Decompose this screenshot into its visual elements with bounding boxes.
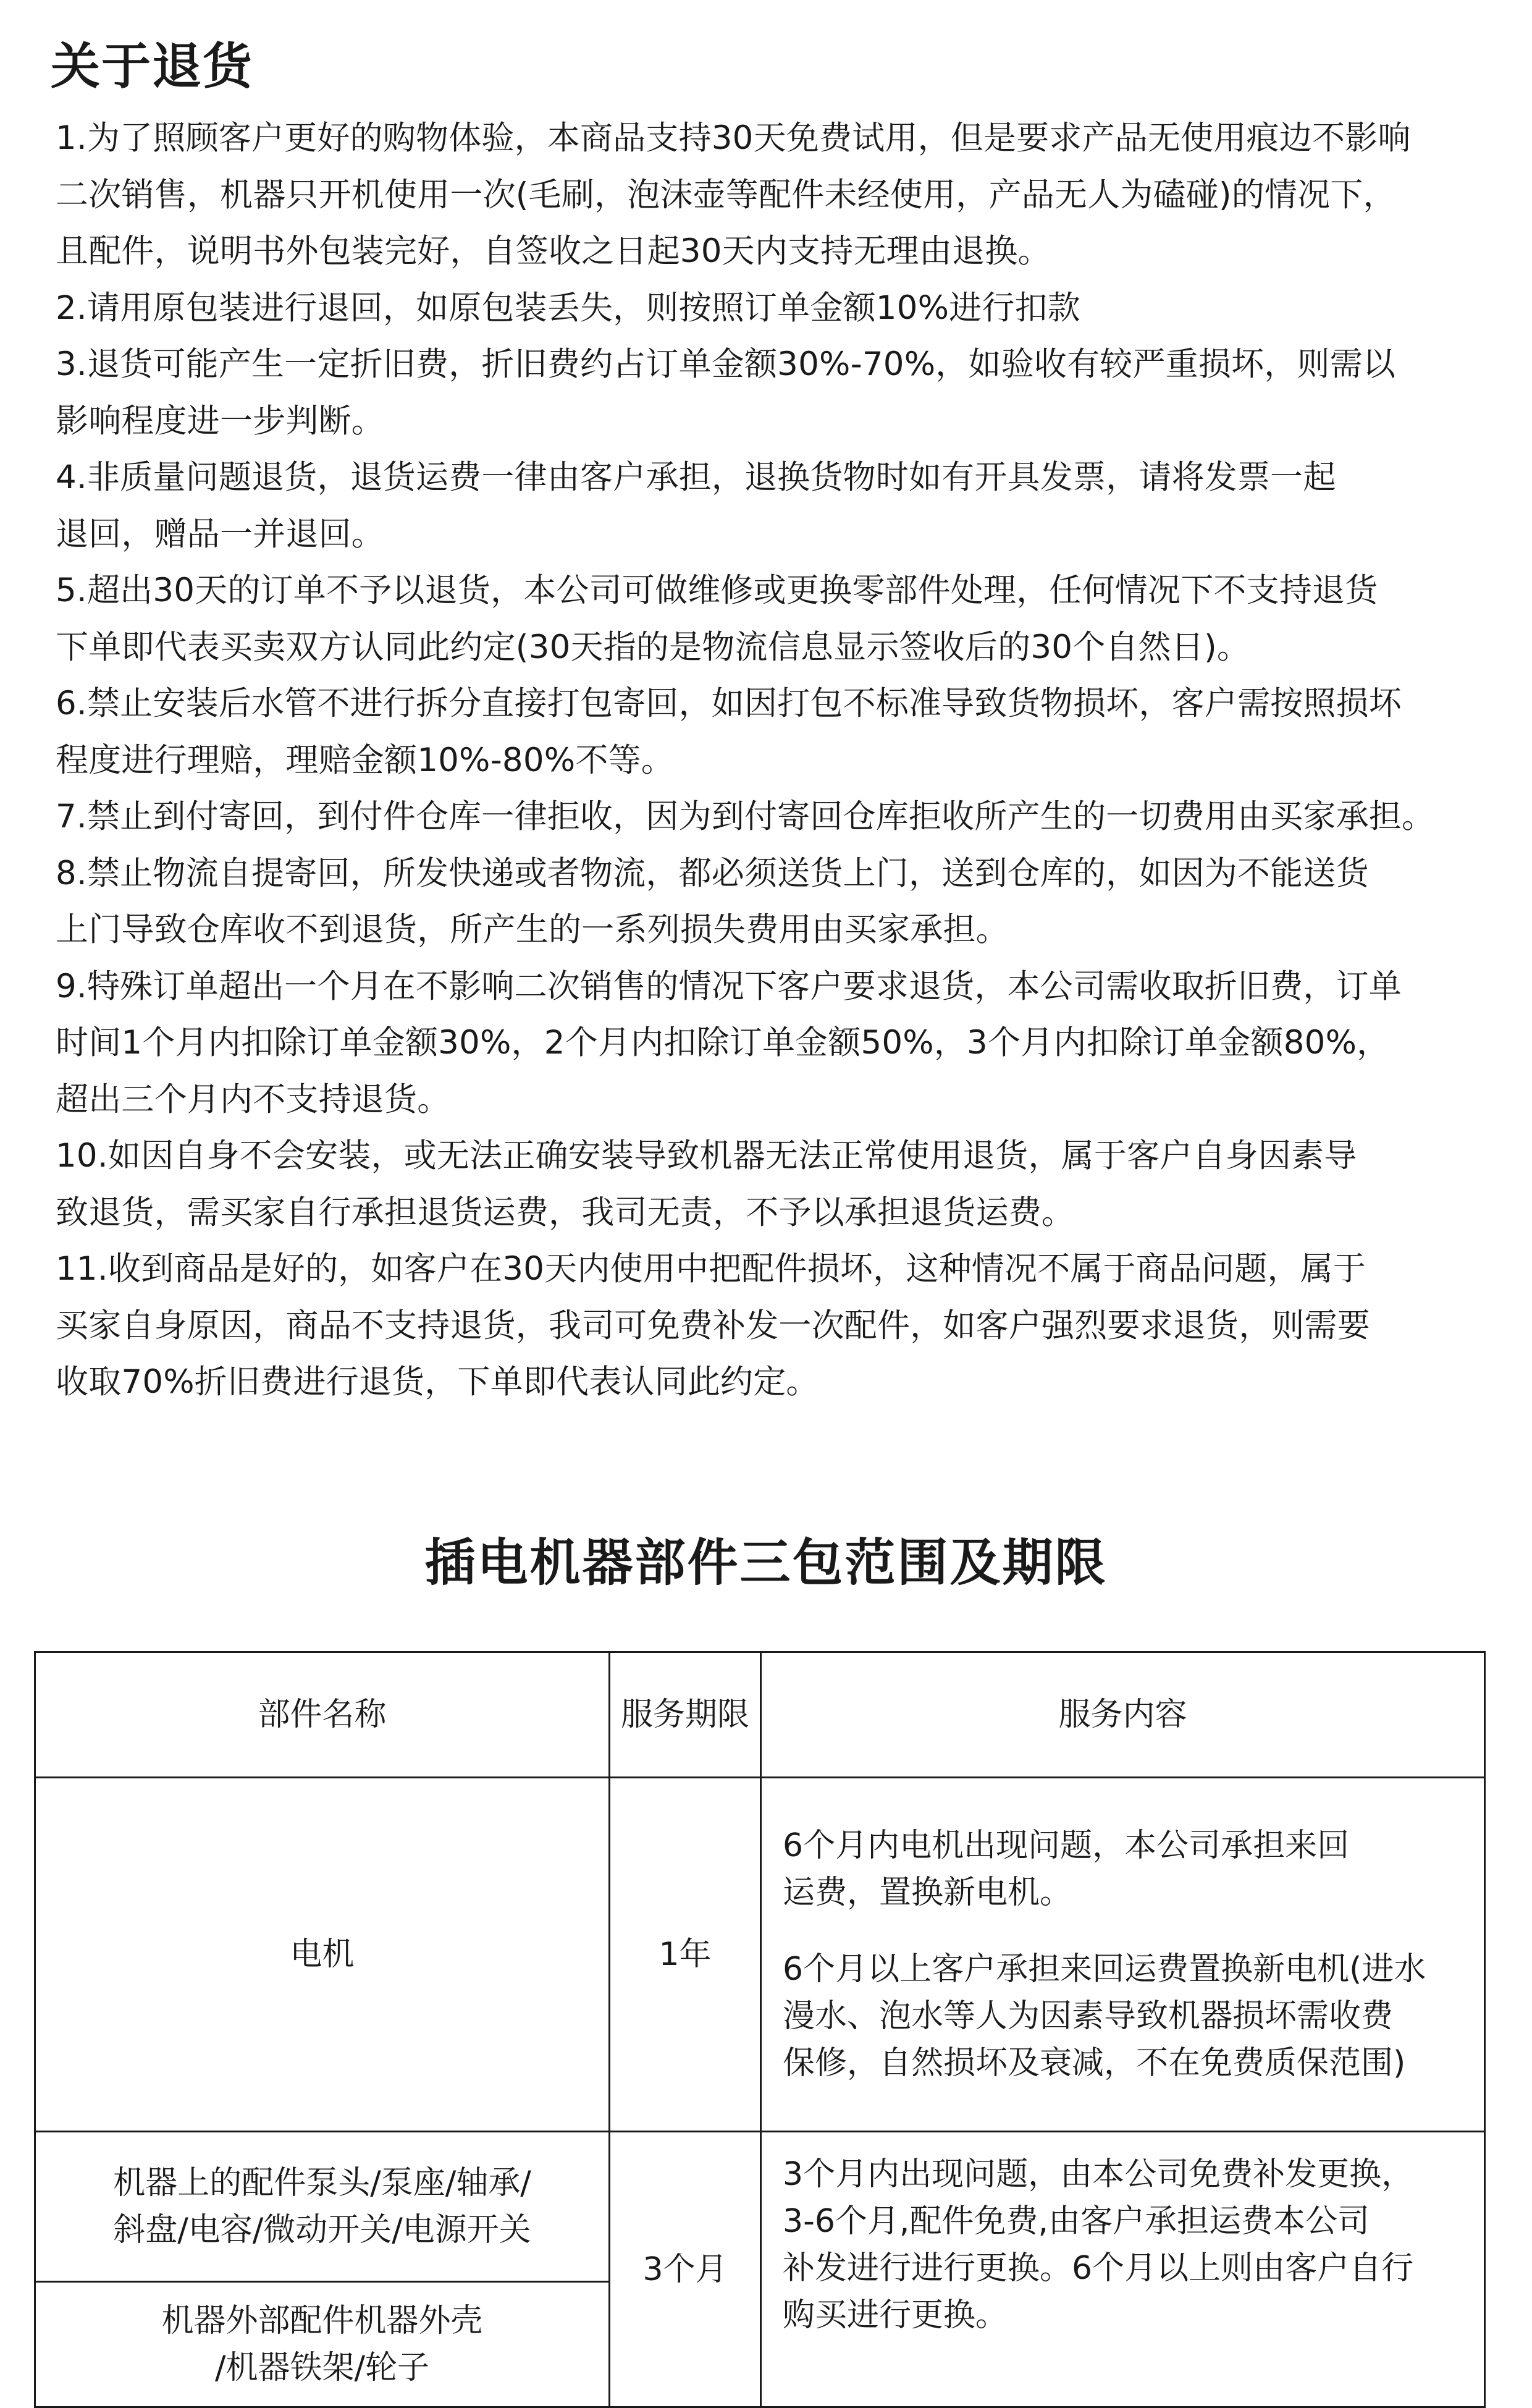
rule-line: 买家自身原因，商品不支持退货，我司可免费补发一次配件，如客户强烈要求退货，则需要 [56, 1306, 1370, 1345]
warranty-title: 插电机器部件三包范围及期限 [424, 1534, 1108, 1592]
rule-line: 程度进行理赔，理赔金额10%-80%不等。 [56, 741, 674, 779]
rule-line: 退回，赠品一并退回。 [56, 515, 384, 553]
rule-line: 7.禁止到付寄回，到付件仓库一律拒收，因为到付寄回仓库拒收所产生的一切费用由买家承担。 [56, 798, 1435, 835]
rule-line: 11.收到商品是好的，如客户在30天内使用中把配件损坏，这种情况不属于商品问题，属于 [56, 1250, 1366, 1288]
rule-line: 下单即代表买卖双方认同此约定(30天指的是物流信息显示签收后的30个自然日)。 [56, 628, 1250, 666]
name-line: /机器铁架/轮子 [214, 2349, 430, 2386]
rule-line: 超出三个月内不支持退货。 [56, 1080, 450, 1118]
content-line: 漫水、泡水等人为因素导致机器损坏需收费 [783, 1998, 1394, 2035]
rule-line: 5.超出30天的订单不予以退货，本公司可做维修或更换零部件处理，任何情况下不支持退货 [56, 572, 1378, 609]
content-line: 6个月内电机出现问题，本公司承担来回 [783, 1827, 1350, 1864]
accessories-content-cell [761, 2132, 1485, 2407]
content-line: 3个月内出现问题，由本公司免费补发更换， [783, 2156, 1414, 2193]
header-service-content: 服务内容 [761, 1652, 1485, 1778]
rule-line: 且配件，说明书外包装完好，自签收之日起30天内支持无理由退换。 [56, 232, 1051, 270]
rule-line: 上门导致仓库收不到退货，所产生的一系列损失费用由买家承担。 [56, 911, 1009, 948]
header-part-name: 部件名称 [35, 1652, 610, 1778]
rule-line: 6.禁止安装后水管不进行拆分直接打包寄回，如因打包不标准导致货物损坏，客户需按照损坏 [56, 685, 1402, 722]
rule-line: 8.禁止物流自提寄回，所发快递或者物流，都必须送货上门，送到仓库的，如因为不能送货 [56, 854, 1369, 892]
content-line: 6个月以上客户承担来回运费置换新电机(进水 [783, 1951, 1426, 1988]
content-line: 购买进行更换。 [783, 2297, 1008, 2334]
content-line: 运费，置换新电机。 [783, 1874, 1072, 1911]
name-line: 斜盘/电容/微动开关/电源开关 [113, 2212, 531, 2249]
accessories-period-cell: 3个月 [610, 2132, 761, 2407]
rule-line: 3.退货可能产生一定折旧费，折旧费约占订单金额30%-70%，如验收有较严重损坏，则需以 [56, 345, 1396, 383]
motor-period-cell: 1年 [610, 1778, 761, 2132]
rule-line: 1.为了照顾客户更好的购物体验，本商品支持30天免费试用，但是要求产品无使用痕边不影响 [56, 119, 1411, 157]
motor-name-cell: 电机 [35, 1778, 610, 2132]
rule-line: 4.非质量问题退货，退货运费一律由客户承担，退换货物时如有开具发票，请将发票一起 [56, 458, 1336, 496]
motor-content-cell [761, 1778, 1485, 2132]
content-line: 3-6个月,配件免费,由客户承担运费本公司 [783, 2203, 1370, 2240]
header-service-period: 服务期限 [610, 1652, 761, 1778]
rule-line: 10.如因自身不会安装，或无法正确安装导致机器无法正常使用退货，属于客户自身因素导 [56, 1137, 1357, 1175]
rule-line: 致退货，需买家自行承担退货运费，我司无责，不予以承担退货运费。 [56, 1193, 1075, 1231]
rule-line: 影响程度进一步判断。 [56, 402, 384, 440]
rule-line: 收取70%折旧费进行退货，下单即代表认同此约定。 [56, 1363, 819, 1401]
warranty-table [34, 1651, 1486, 2408]
name-line: 机器外部配件机器外壳 [161, 2302, 483, 2339]
table-header-row [35, 1652, 1485, 1778]
table-row-motor [35, 1778, 1485, 2132]
pump-parts-name-cell [35, 2132, 610, 2282]
rule-line: 二次销售，机器只开机使用一次(毛刷，泡沫壶等配件未经使用，产品无人为磕碰)的情况下， [56, 175, 1396, 214]
content-line: 保修，自然损坏及衰减，不在免费质保范围) [783, 2045, 1406, 2082]
paragraph-gap [783, 1916, 1463, 1946]
rule-line: 2.请用原包装进行退回，如原包装丢失，则按照订单金额10%进行扣款 [56, 289, 1080, 327]
table-row-pump-parts [35, 2132, 1485, 2282]
returns-title: 关于退货 [51, 38, 253, 95]
shell-parts-name-cell [35, 2282, 610, 2407]
name-line: 机器上的配件泵头/泵座/轴承/ [113, 2165, 531, 2202]
returns-rules [56, 110, 1526, 1411]
content-line: 补发进行进行更换。6个月以上则由客户自行 [783, 2250, 1414, 2287]
rule-line: 时间1个月内扣除订单金额30%，2个月内扣除订单金额50%，3个月内扣除订单金额80%， [56, 1024, 1390, 1062]
rule-line: 9.特殊订单超出一个月在不影响二次销售的情况下客户要求退货，本公司需收取折旧费，订单 [56, 967, 1402, 1005]
